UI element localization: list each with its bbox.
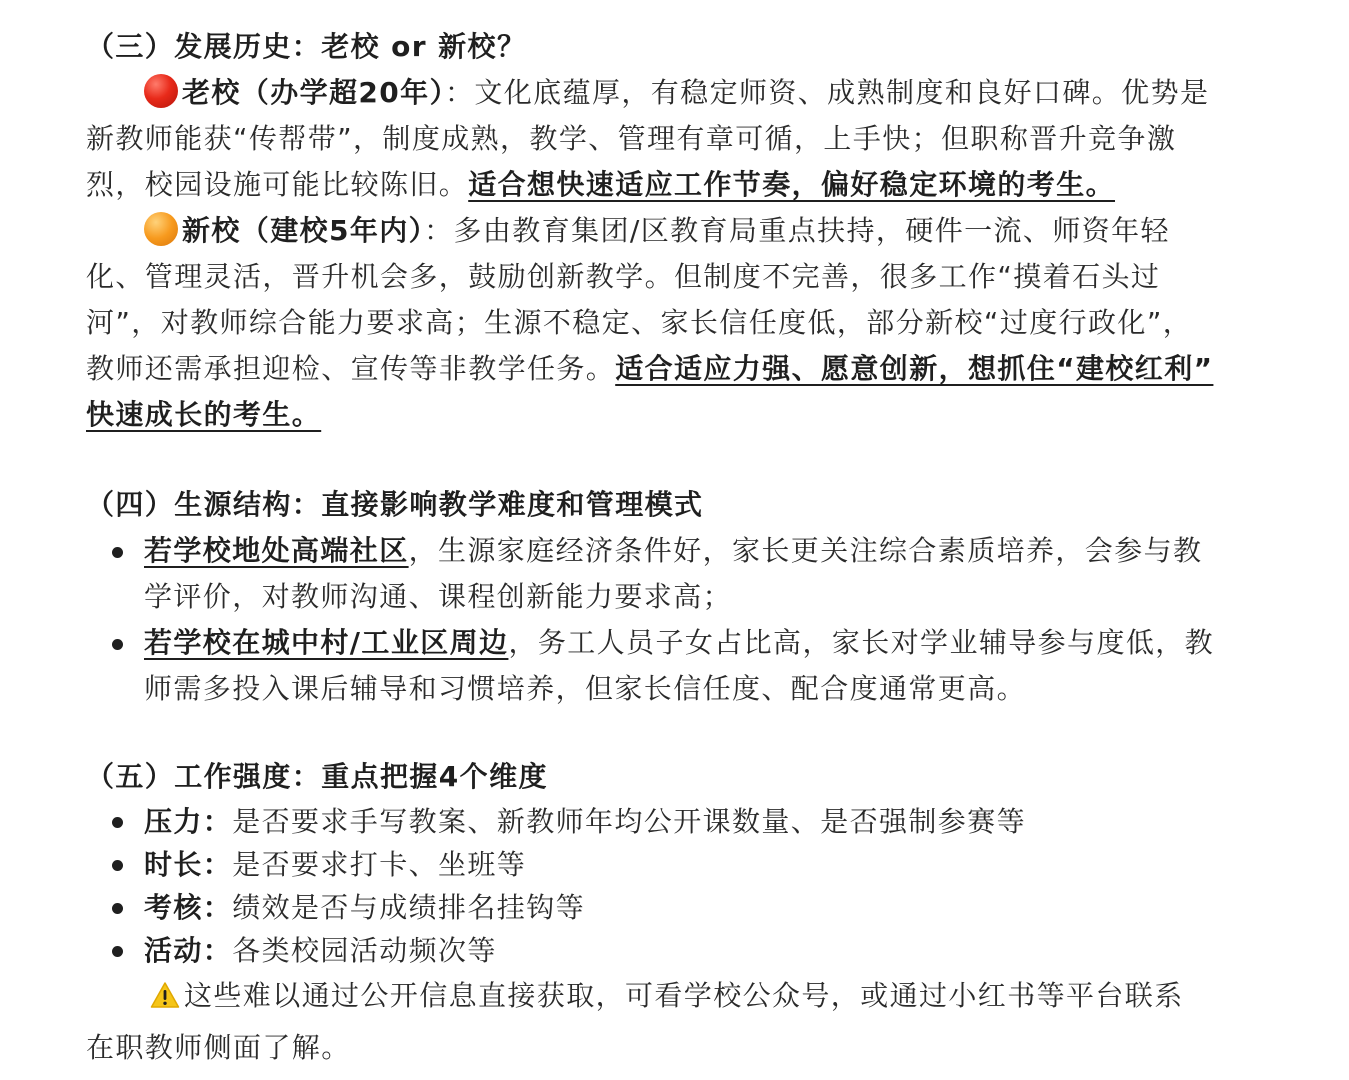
bullet-icon xyxy=(112,817,123,828)
new-school-label: 新校（建校5年内） xyxy=(182,214,425,247)
list-item xyxy=(86,528,1276,574)
old-school-conclusion: 适合想快速适应工作节奏，偏好稳定环境的考生。 xyxy=(468,168,1116,201)
new-school-line-5 xyxy=(86,392,1276,438)
bullet-icon xyxy=(112,639,123,650)
list-item xyxy=(86,800,1276,843)
list-item-continuation: 师需多投入课后辅导和习惯培养，但家长信任度、配合度通常更高。 xyxy=(144,672,1027,705)
list-item-lead: 若学校地处高端社区 xyxy=(144,534,409,567)
section-4-heading: （四）生源结构：直接影响教学难度和管理模式 xyxy=(86,488,704,521)
note-line-1 xyxy=(86,972,1276,1024)
list-item-text: 绩效是否与成绩排名挂钩等 xyxy=(232,891,586,924)
list-item-text: 是否要求打卡、坐班等 xyxy=(232,848,527,881)
old-school-line-2: 新教师能获“传帮带”，制度成熟，教学、管理有章可循，上手快；但职称晋升竞争激 xyxy=(86,122,1177,155)
bullet-icon xyxy=(112,547,123,558)
list-item-continuation: 学评价，对教师沟通、课程创新能力要求高； xyxy=(144,580,733,613)
new-school-text-4: 教师还需承担迎检、宣传等非教学任务。 xyxy=(86,352,616,385)
list-item-lead: 压力： xyxy=(144,805,233,838)
new-school-line-2: 化、管理灵活，晋升机会多，鼓励创新教学。但制度不完善，很多工作“摸着石头过 xyxy=(86,260,1161,293)
new-school-text: ：多由教育集团/区教育局重点扶持，硬件一流、师资年轻 xyxy=(424,214,1170,247)
new-school-line-1 xyxy=(86,208,1276,254)
section-3-heading: （三）发展历史：老校 or 新校？ xyxy=(86,30,527,63)
old-school-text-3: 烈，校园设施可能比较陈旧。 xyxy=(86,168,469,201)
new-school-line-3: 河”，对教师综合能力要求高；生源不稳定、家长信任度低，部分新校“过度行政化”， xyxy=(86,306,1193,339)
old-school-label: 老校（办学超20年） xyxy=(182,76,445,109)
list-item-text: ，生源家庭经济条件好，家长更关注综合素质培养，会参与教 xyxy=(408,534,1203,567)
red-circle-icon xyxy=(144,74,178,108)
list-item-lead: 考核： xyxy=(144,891,233,924)
list-item xyxy=(86,929,1276,972)
new-school-conclusion: 适合适应力强、愿意创新，想抓住“建校红利” xyxy=(615,352,1214,385)
document-page xyxy=(86,24,1276,1072)
list-item xyxy=(86,620,1276,666)
note-line-2: 在职教师侧面了解。 xyxy=(86,1031,351,1064)
bullet-icon xyxy=(112,860,123,871)
orange-circle-icon xyxy=(144,212,178,246)
new-school-conclusion-cont: 快速成长的考生。 xyxy=(86,398,322,431)
bullet-icon xyxy=(112,903,123,914)
list-item-text: 是否要求手写教案、新教师年均公开课数量、是否强制参赛等 xyxy=(232,805,1027,838)
bullet-icon xyxy=(112,946,123,957)
list-item xyxy=(86,843,1276,886)
list-item-text: ，务工人员子女占比高，家长对学业辅导参与度低，教 xyxy=(508,626,1215,659)
list-item-lead: 时长： xyxy=(144,848,233,881)
new-school-line-4 xyxy=(86,346,1276,392)
list-item xyxy=(86,886,1276,929)
old-school-line-1 xyxy=(86,70,1276,116)
list-item-text: 各类校园活动频次等 xyxy=(232,934,497,967)
note-text: 这些难以通过公开信息直接获取，可看学校公众号，或通过小红书等平台联系 xyxy=(184,979,1184,1012)
list-item-lead: 活动： xyxy=(144,934,233,967)
warning-icon xyxy=(150,976,180,1024)
old-school-line-3 xyxy=(86,162,1276,208)
list-item-lead: 若学校在城中村/工业区周边 xyxy=(144,626,509,659)
section-5-heading: （五）工作强度：重点把握4个维度 xyxy=(86,760,548,793)
old-school-text: ：文化底蕴厚，有稳定师资、成熟制度和良好口碑。优势是 xyxy=(444,76,1210,109)
